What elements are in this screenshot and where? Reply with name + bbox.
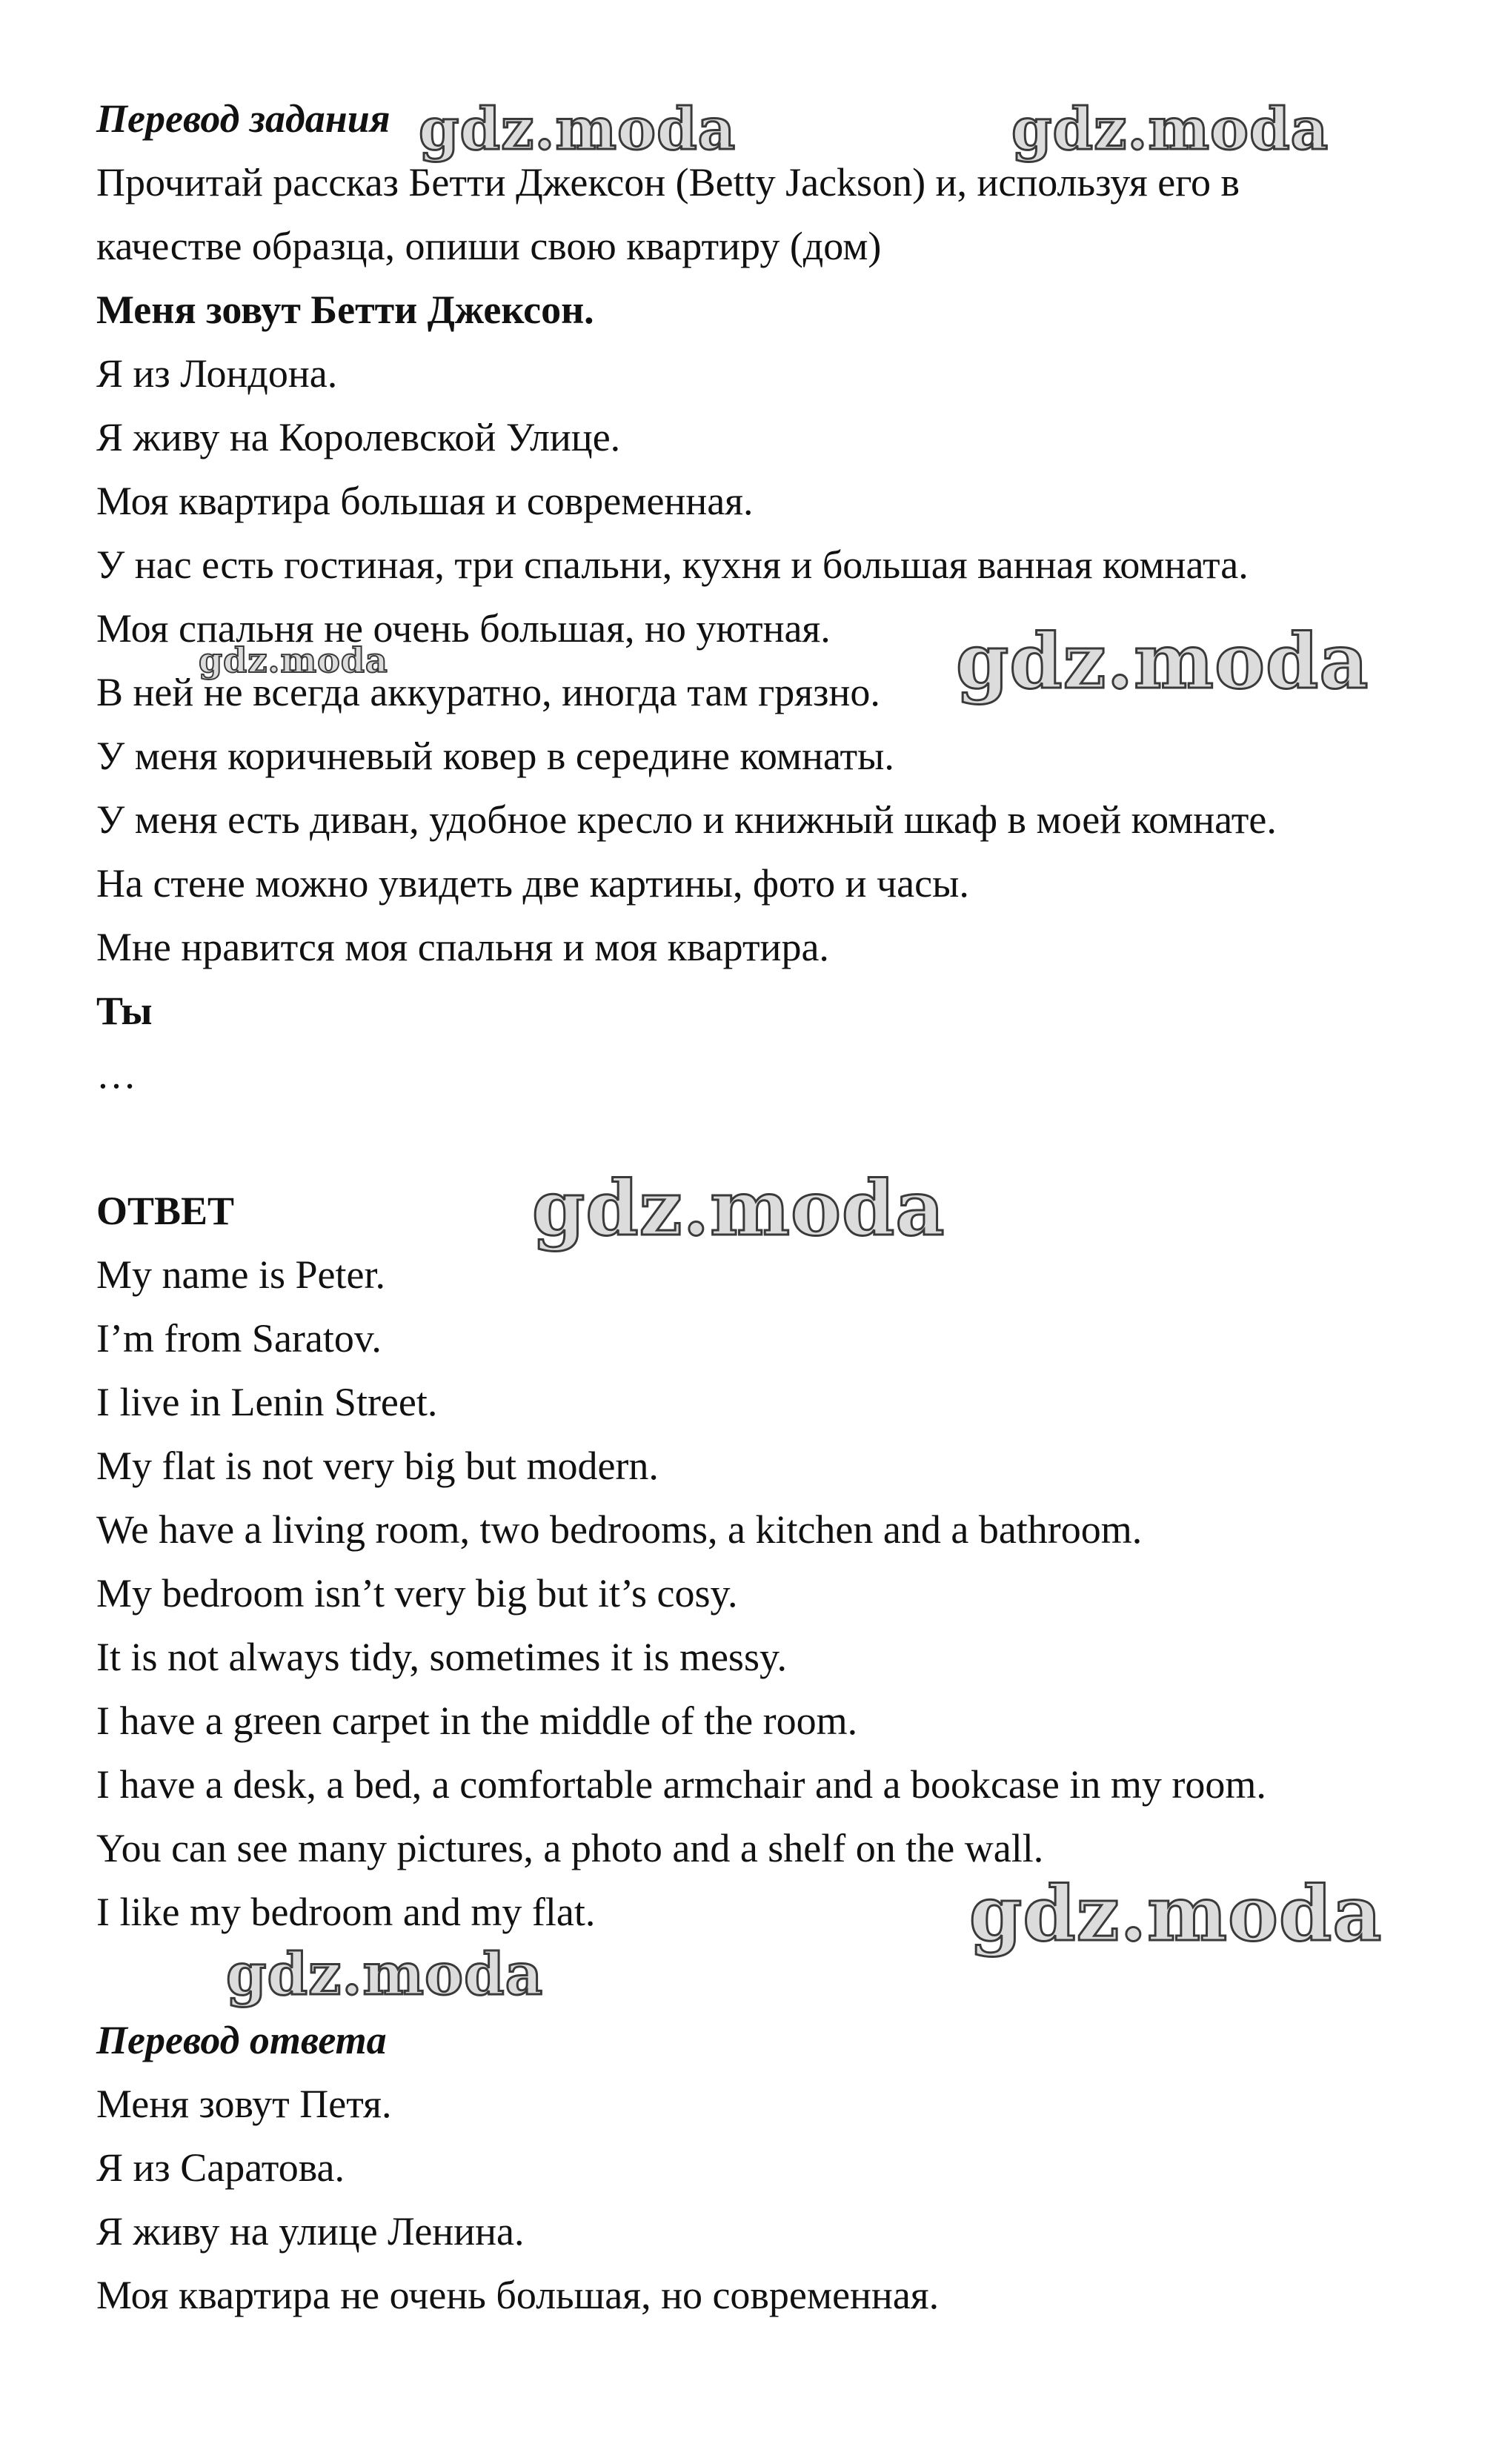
story-line: У меня коричневый ковер в середине комнаты. xyxy=(96,734,894,778)
answer-line: I have a desk, a bed, a comfortable armchair and a bookcase in my room. xyxy=(96,1762,1266,1807)
watermark-logo: gdz.moda xyxy=(969,1870,1383,1959)
answer-line: I like my bedroom and my flat. xyxy=(96,1890,596,1934)
translation-heading: Перевод ответа xyxy=(96,2018,387,2062)
translation-line: Я из Саратова. xyxy=(96,2145,345,2190)
you-label: Ты xyxy=(96,989,153,1033)
answer-line: I’m from Saratov. xyxy=(96,1316,382,1361)
answer-line: You can see many pictures, a photo and a shelf on the wall. xyxy=(96,1826,1044,1870)
watermark-logo: gdz.moda xyxy=(532,1164,945,1253)
watermark-logo: gdz.moda xyxy=(226,1941,544,2008)
answer-line: My name is Peter. xyxy=(96,1252,385,1297)
translation-line: Я живу на улице Ленина. xyxy=(96,2209,525,2254)
answer-line: I have a green carpet in the middle of the room. xyxy=(96,1698,858,1743)
answer-line: My bedroom isn’t very big but it’s cosy. xyxy=(96,1571,738,1615)
story-line: У меня есть диван, удобное кресло и книжный шкаф в моей комнате. xyxy=(96,797,1277,842)
watermark-logo: gdz.moda xyxy=(1011,96,1329,163)
ellipsis: … xyxy=(96,1052,136,1097)
story-line: Я живу на Королевской Улице. xyxy=(96,415,621,459)
translation-line: Меня зовут Петя. xyxy=(96,2082,392,2126)
story-line: У нас есть гостиная, три спальни, кухня и большая ванная комната. xyxy=(96,542,1249,587)
answer-line: It is not always tidy, sometimes it is messy. xyxy=(96,1635,787,1679)
watermark-logo: gdz.moda xyxy=(419,96,737,163)
task-line: качестве образца, опиши свою квартиру (дом) xyxy=(96,224,882,268)
story-title: Меня зовут Бетти Джексон. xyxy=(96,288,594,332)
watermark-logo: gdz.moda xyxy=(956,617,1369,706)
story-line: Моя спальня не очень большая, но уютная. xyxy=(96,606,831,651)
story-line: Моя квартира большая и современная. xyxy=(96,479,754,523)
answer-line: I live in Lenin Street. xyxy=(96,1380,438,1424)
watermark-logo: gdz.moda xyxy=(199,640,388,680)
story-line: Я из Лондона. xyxy=(96,351,338,396)
answer-line: We have a living room, two bedrooms, a kitchen and a bathroom. xyxy=(96,1507,1143,1552)
answer-heading: ОТВЕТ xyxy=(96,1189,235,1233)
story-line: Мне нравится моя спальня и моя квартира. xyxy=(96,925,829,969)
task-heading: Перевод задания xyxy=(96,96,390,141)
answer-line: My flat is not very big but modern. xyxy=(96,1444,659,1488)
translation-line: Моя квартира не очень большая, но современная. xyxy=(96,2273,940,2317)
story-line: На стене можно увидеть две картины, фото и часы. xyxy=(96,861,969,906)
story-line: В ней не всегда аккуратно, иногда там грязно. xyxy=(96,670,880,714)
task-line: Прочитай рассказ Бетти Джексон (Betty Jackson) и, используя его в xyxy=(96,160,1240,205)
